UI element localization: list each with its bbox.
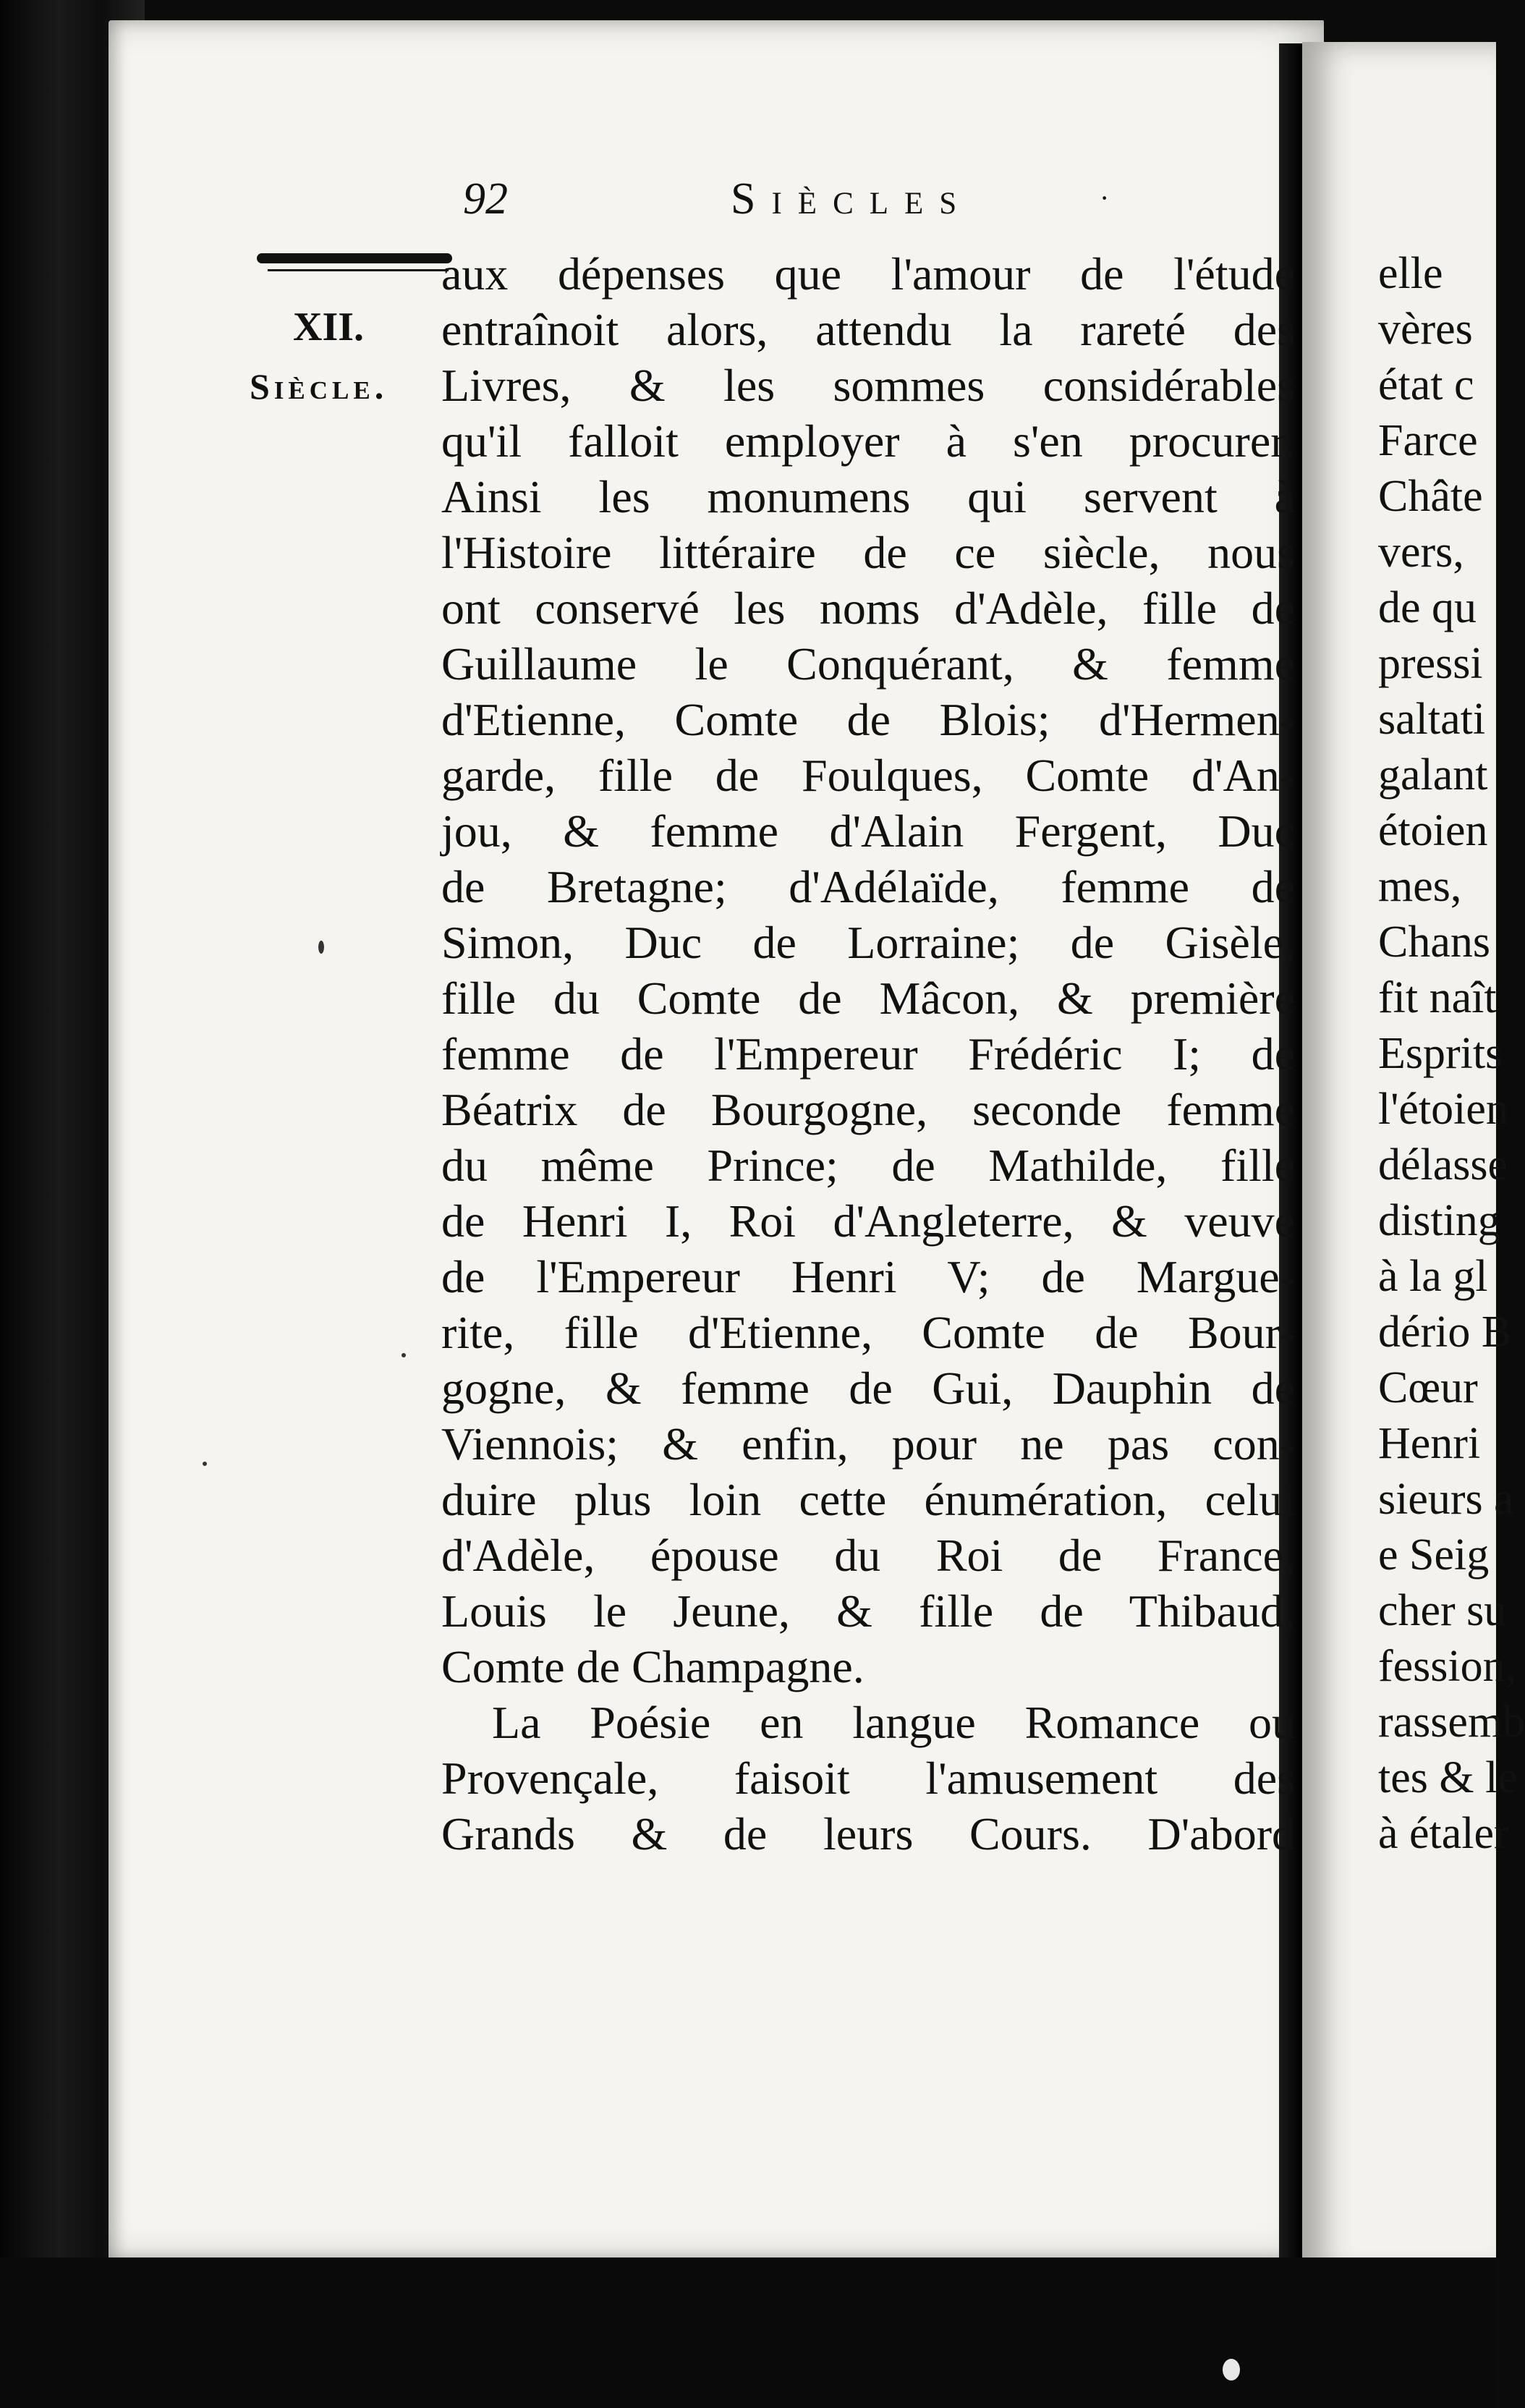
facing-line: rassemb xyxy=(1378,1697,1525,1747)
text-line: rite, fille d'Etienne, Comte de Bour- xyxy=(441,1307,1295,1358)
text-line: Viennois; & enfin, pour ne pas con- xyxy=(441,1418,1295,1470)
paper-speck xyxy=(318,941,324,954)
facing-line: Henri xyxy=(1378,1419,1481,1468)
text-line: Livres, & les sommes considérables xyxy=(441,360,1295,411)
margin-ornament-thin-rule xyxy=(268,269,449,271)
text-line: de Henri I, Roi d'Angleterre, & veuve xyxy=(441,1195,1295,1247)
facing-line: Farce xyxy=(1378,416,1478,465)
text-line: aux dépenses que l'amour de l'étude xyxy=(441,248,1295,300)
facing-line: Chans xyxy=(1378,917,1490,967)
facing-line: pressi xyxy=(1378,639,1483,688)
text-line: l'Histoire littéraire de ce siècle, nous xyxy=(441,527,1295,578)
text-line: jou, & femme d'Alain Fergent, Duc xyxy=(441,805,1295,857)
facing-line: disting xyxy=(1378,1196,1500,1245)
text-line: qu'il falloit employer à s'en procurer. xyxy=(441,415,1295,467)
facing-line: de qu xyxy=(1378,583,1477,632)
page-number: 92 xyxy=(463,174,508,224)
text-line: duire plus loin cette énumération, celui xyxy=(441,1474,1295,1525)
margin-ornament-rule xyxy=(257,253,452,263)
facing-line: e Seig xyxy=(1378,1530,1490,1580)
facing-line: Cœur xyxy=(1378,1363,1478,1412)
text-line: Guillaume le Conquérant, & femme xyxy=(441,638,1295,690)
facing-line: mes, xyxy=(1378,862,1462,911)
text-line: de l'Empereur Henri V; de Margue- xyxy=(441,1251,1295,1302)
paper-speck xyxy=(203,1462,207,1466)
running-title: Siècles xyxy=(731,174,973,224)
text-line: femme de l'Empereur Frédéric I; de xyxy=(441,1028,1295,1080)
facing-line: étoien xyxy=(1378,806,1488,855)
running-head-dot: · xyxy=(1100,182,1110,214)
facing-line: saltati xyxy=(1378,695,1486,744)
margin-note-century: XII. xyxy=(293,305,365,349)
facing-line: Esprits xyxy=(1378,1029,1503,1078)
text-line: d'Etienne, Comte de Blois; d'Hermen- xyxy=(441,694,1295,745)
facing-line: cher su xyxy=(1378,1586,1507,1635)
text-line: de Bretagne; d'Adélaïde, femme de xyxy=(441,861,1295,912)
facing-line: à étaler xyxy=(1378,1809,1509,1858)
text-line: Béatrix de Bourgogne, seconde femme xyxy=(441,1084,1295,1135)
text-line: Louis le Jeune, & fille de Thibaud, xyxy=(441,1585,1295,1637)
facing-line: vers, xyxy=(1378,527,1464,577)
text-line: fille du Comte de Mâcon, & première xyxy=(441,972,1295,1024)
paper-speck xyxy=(1223,2359,1240,2381)
facing-line: état c xyxy=(1378,360,1474,410)
facing-line: vères xyxy=(1378,305,1473,354)
facing-line: l'étoien xyxy=(1378,1085,1508,1134)
paper-speck xyxy=(402,1353,406,1357)
facing-line: Châte xyxy=(1378,472,1483,521)
facing-line: tes & le xyxy=(1378,1753,1518,1802)
facing-page-text xyxy=(1378,246,1523,1862)
facing-line: fit naît xyxy=(1378,973,1497,1022)
text-line: Comte de Champagne. xyxy=(441,1641,865,1692)
text-line: gogne, & femme de Gui, Dauphin de xyxy=(441,1362,1295,1414)
margin-note-siecle: Siècle. xyxy=(250,366,388,407)
facing-line: à la gl xyxy=(1378,1252,1488,1301)
facing-line: délasse xyxy=(1378,1140,1508,1190)
running-head xyxy=(463,174,1114,239)
text-line: Simon, Duc de Lorraine; de Gisèle, xyxy=(441,917,1295,968)
facing-line: sieurs a xyxy=(1378,1475,1514,1524)
facing-line: elle xyxy=(1378,249,1443,298)
paragraph-2-line: Provençale, faisoit l'amusement des xyxy=(441,1752,1295,1804)
text-line: entraînoit alors, attendu la rareté des xyxy=(441,304,1295,355)
scan-bottom-edge xyxy=(0,2258,1496,2408)
paragraph-2-line: La Poésie en langue Romance ou xyxy=(492,1697,1295,1748)
main-text-block xyxy=(441,246,1295,1862)
text-line: d'Adèle, épouse du Roi de France, xyxy=(441,1530,1295,1581)
facing-line: dério B xyxy=(1378,1307,1512,1357)
paragraph-2-line: Grands & de leurs Cours. D'abord xyxy=(441,1808,1295,1860)
text-line: garde, fille de Foulques, Comte d'An- xyxy=(441,750,1295,801)
text-line: ont conservé les noms d'Adèle, fille de xyxy=(441,582,1295,634)
facing-line: fession, xyxy=(1378,1642,1517,1691)
facing-line: galant xyxy=(1378,750,1488,800)
text-line: du même Prince; de Mathilde, fille xyxy=(441,1140,1295,1191)
text-line: Ainsi les monumens qui servent à xyxy=(441,471,1295,522)
